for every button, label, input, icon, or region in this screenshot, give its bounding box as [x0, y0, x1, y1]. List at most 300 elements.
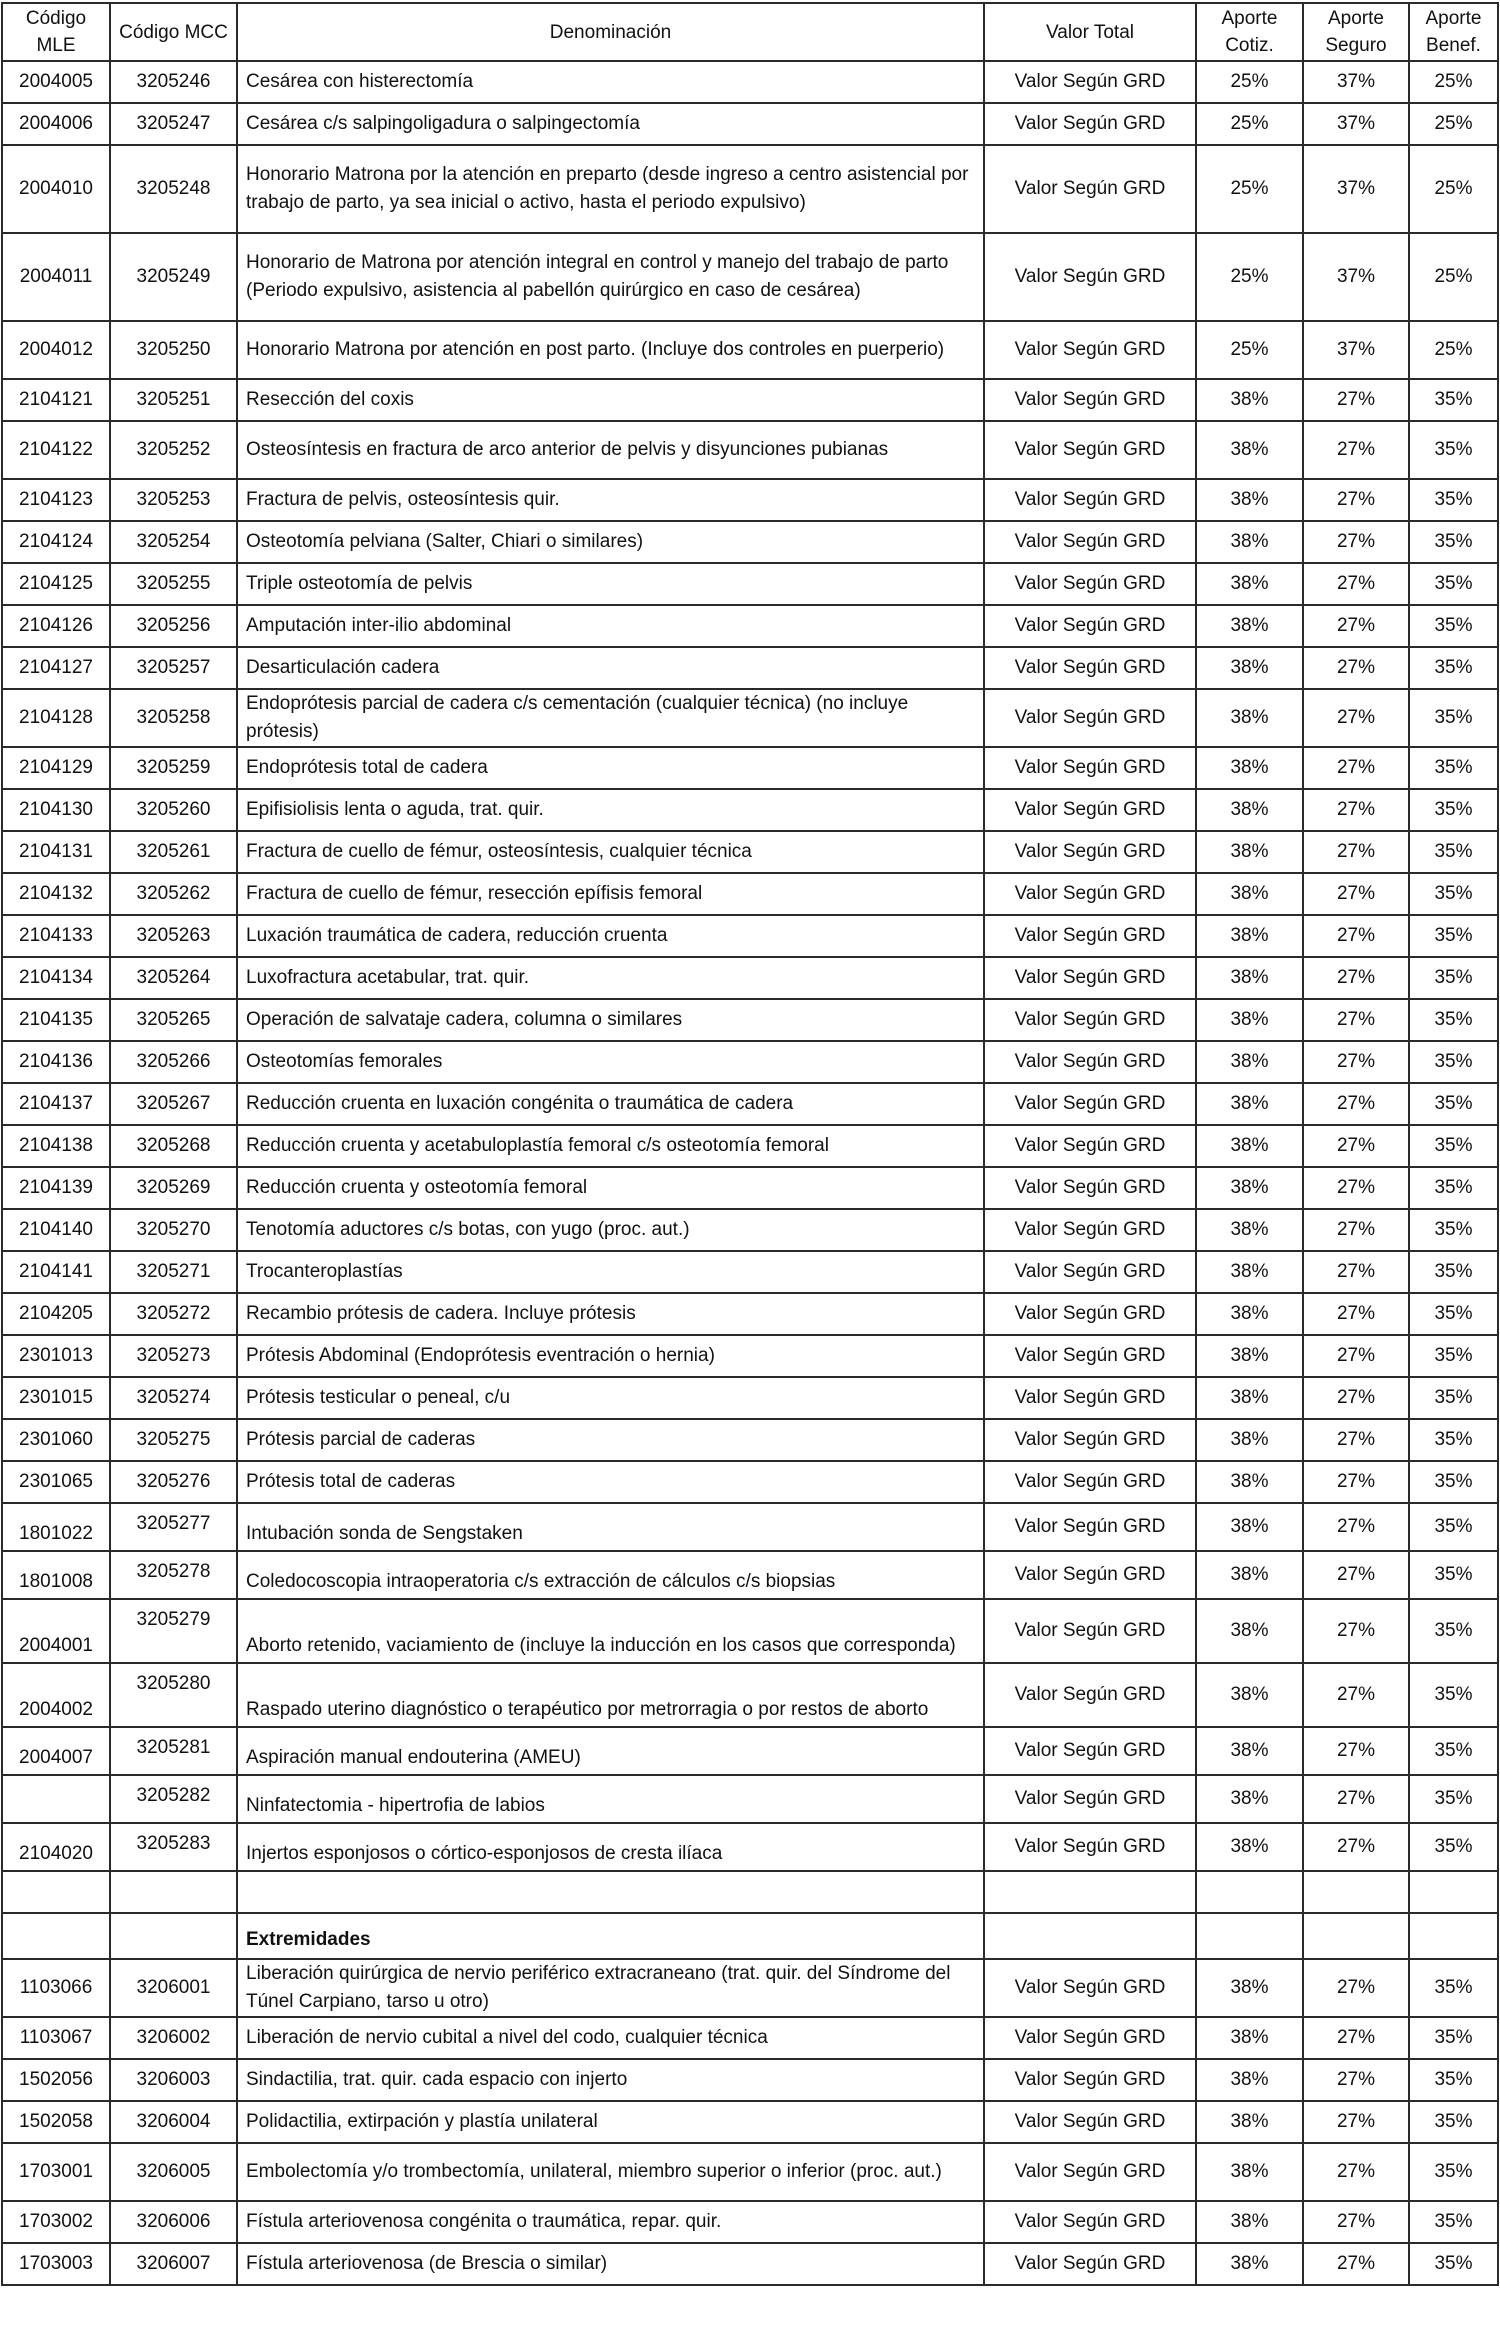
valor-total-cell: Valor Según GRD	[984, 1209, 1196, 1251]
aporte-seguro-cell: 27%	[1303, 2101, 1409, 2143]
denominacion-cell: Aspiración manual endouterina (AMEU)	[237, 1727, 984, 1775]
empty-cell	[1303, 1913, 1409, 1959]
table-row	[2, 145, 1498, 233]
aporte-benef-cell: 35%	[1409, 479, 1498, 521]
aporte-seguro-cell: 27%	[1303, 1377, 1409, 1419]
aporte-benef-cell: 35%	[1409, 1775, 1498, 1823]
aporte-cotiz-cell: 38%	[1196, 563, 1303, 605]
aporte-cotiz-cell: 38%	[1196, 1599, 1303, 1663]
denominacion-cell: Honorario de Matrona por atención integral en control y manejo del trabajo de parto (Periodo expulsivo, asistencia al pabellón quirúrgico en caso de cesárea)	[237, 233, 984, 321]
aporte-cotiz-cell: 38%	[1196, 2243, 1303, 2285]
codigo-mle-cell: 2301015	[2, 1377, 110, 1419]
header-aporte-cotiz: Aporte Cotiz.	[1196, 3, 1303, 61]
codigo-mcc-cell: 3205268	[110, 1125, 237, 1167]
aporte-benef-cell: 35%	[1409, 1335, 1498, 1377]
aporte-benef-cell: 25%	[1409, 145, 1498, 233]
table-row	[2, 2059, 1498, 2101]
valor-total-cell: Valor Según GRD	[984, 563, 1196, 605]
codigo-mcc-cell: 3205271	[110, 1251, 237, 1293]
codigo-mcc-cell: 3205247	[110, 103, 237, 145]
aporte-seguro-cell: 27%	[1303, 2243, 1409, 2285]
aporte-seguro-cell: 27%	[1303, 1125, 1409, 1167]
denominacion-cell: Osteosíntesis en fractura de arco anterior de pelvis y disyunciones pubianas	[237, 421, 984, 479]
codigo-mle-cell: 2104130	[2, 789, 110, 831]
aporte-benef-cell: 35%	[1409, 2243, 1498, 2285]
aporte-cotiz-cell: 38%	[1196, 521, 1303, 563]
codigo-mle-cell: 2104127	[2, 647, 110, 689]
codigo-mcc-cell: 3206004	[110, 2101, 237, 2143]
aporte-benef-cell: 25%	[1409, 233, 1498, 321]
table-row	[2, 1419, 1498, 1461]
codigo-mle-cell: 1502056	[2, 2059, 110, 2101]
codigo-mle-cell: 2301065	[2, 1461, 110, 1503]
aporte-cotiz-cell: 38%	[1196, 2059, 1303, 2101]
table-row	[2, 831, 1498, 873]
table-row	[2, 747, 1498, 789]
aporte-cotiz-cell: 38%	[1196, 421, 1303, 479]
aporte-benef-cell: 35%	[1409, 999, 1498, 1041]
aporte-benef-cell: 35%	[1409, 915, 1498, 957]
aporte-cotiz-cell: 38%	[1196, 2201, 1303, 2243]
table-row	[2, 915, 1498, 957]
aporte-seguro-cell: 27%	[1303, 1775, 1409, 1823]
codigo-mle-cell: 2104135	[2, 999, 110, 1041]
codigo-mcc-cell: 3205266	[110, 1041, 237, 1083]
empty-cell	[984, 1913, 1196, 1959]
table-row	[2, 1377, 1498, 1419]
valor-total-cell: Valor Según GRD	[984, 1125, 1196, 1167]
aporte-cotiz-cell: 38%	[1196, 1167, 1303, 1209]
header-row	[2, 3, 1498, 61]
valor-total-cell: Valor Según GRD	[984, 2143, 1196, 2201]
table-row	[2, 605, 1498, 647]
aporte-seguro-cell: 37%	[1303, 103, 1409, 145]
aporte-cotiz-cell: 25%	[1196, 321, 1303, 379]
codigo-mle-cell: 2104134	[2, 957, 110, 999]
valor-total-cell: Valor Según GRD	[984, 957, 1196, 999]
table-row	[2, 873, 1498, 915]
codigo-mcc-cell: 3205277	[110, 1503, 237, 1551]
codigo-mcc-cell: 3205252	[110, 421, 237, 479]
valor-total-cell: Valor Según GRD	[984, 521, 1196, 563]
denominacion-cell: Ninfatectomia - hipertrofia de labios	[237, 1775, 984, 1823]
codigo-mle-cell: 2104132	[2, 873, 110, 915]
aporte-seguro-cell: 27%	[1303, 789, 1409, 831]
aporte-benef-cell: 35%	[1409, 1461, 1498, 1503]
aporte-seguro-cell: 27%	[1303, 1209, 1409, 1251]
aporte-cotiz-cell: 25%	[1196, 233, 1303, 321]
aporte-benef-cell: 35%	[1409, 747, 1498, 789]
empty-row	[2, 1871, 1498, 1913]
codigo-mcc-cell: 3206002	[110, 2017, 237, 2059]
aporte-cotiz-cell: 38%	[1196, 1377, 1303, 1419]
aporte-seguro-cell: 27%	[1303, 563, 1409, 605]
aporte-cotiz-cell: 38%	[1196, 1083, 1303, 1125]
denominacion-cell: Reducción cruenta y osteotomía femoral	[237, 1167, 984, 1209]
denominacion-cell: Polidactilia, extirpación y plastía unilateral	[237, 2101, 984, 2143]
table-row	[2, 421, 1498, 479]
aporte-cotiz-cell: 38%	[1196, 1041, 1303, 1083]
section-row	[2, 1913, 1498, 1959]
valor-total-cell: Valor Según GRD	[984, 479, 1196, 521]
table-row	[2, 2101, 1498, 2143]
aporte-benef-cell: 35%	[1409, 379, 1498, 421]
aporte-seguro-cell: 27%	[1303, 605, 1409, 647]
codigo-mle-cell: 2104137	[2, 1083, 110, 1125]
aporte-seguro-cell: 27%	[1303, 1503, 1409, 1551]
denominacion-cell: Recambio prótesis de cadera. Incluye prótesis	[237, 1293, 984, 1335]
aporte-benef-cell: 35%	[1409, 647, 1498, 689]
aporte-benef-cell: 25%	[1409, 61, 1498, 103]
empty-cell	[2, 1913, 110, 1959]
denominacion-cell: Fractura de cuello de fémur, osteosíntesis, cualquier técnica	[237, 831, 984, 873]
denominacion-cell: Sindactilia, trat. quir. cada espacio con injerto	[237, 2059, 984, 2101]
valor-total-cell: Valor Según GRD	[984, 689, 1196, 747]
codigo-mle-cell: 1103066	[2, 1959, 110, 2017]
valor-total-cell: Valor Según GRD	[984, 1419, 1196, 1461]
valor-total-cell: Valor Según GRD	[984, 1599, 1196, 1663]
codigo-mcc-cell: 3205269	[110, 1167, 237, 1209]
codigo-mle-cell: 2104129	[2, 747, 110, 789]
codigo-mle-cell: 2104124	[2, 521, 110, 563]
codigo-mcc-cell: 3205282	[110, 1775, 237, 1823]
aporte-cotiz-cell: 38%	[1196, 2017, 1303, 2059]
codigo-mle-cell: 2104020	[2, 1823, 110, 1871]
codigo-mle-cell: 2004005	[2, 61, 110, 103]
codigo-mcc-cell: 3205257	[110, 647, 237, 689]
aporte-benef-cell: 35%	[1409, 1419, 1498, 1461]
table-row	[2, 1083, 1498, 1125]
valor-total-cell: Valor Según GRD	[984, 1551, 1196, 1599]
valor-total-cell: Valor Según GRD	[984, 1167, 1196, 1209]
codigo-mcc-cell: 3205260	[110, 789, 237, 831]
empty-cell	[2, 1871, 110, 1913]
codigo-mcc-cell: 3205255	[110, 563, 237, 605]
header-codigo-mle: Código MLE	[2, 3, 110, 61]
table-row	[2, 1663, 1498, 1727]
denominacion-cell: Reducción cruenta y acetabuloplastía femoral c/s osteotomía femoral	[237, 1125, 984, 1167]
denominacion-cell: Cesárea con histerectomía	[237, 61, 984, 103]
codigo-mcc-cell: 3206005	[110, 2143, 237, 2201]
aporte-cotiz-cell: 38%	[1196, 1727, 1303, 1775]
denominacion-cell: Liberación quirúrgica de nervio periférico extracraneano (trat. quir. del Síndrome del Túnel Carpiano, tarso u otro)	[237, 1959, 984, 2017]
aporte-seguro-cell: 27%	[1303, 421, 1409, 479]
codigo-mcc-cell: 3205279	[110, 1599, 237, 1663]
valor-total-cell: Valor Según GRD	[984, 1083, 1196, 1125]
aporte-cotiz-cell: 38%	[1196, 831, 1303, 873]
codigo-mle-cell	[2, 1775, 110, 1823]
aporte-benef-cell: 35%	[1409, 1727, 1498, 1775]
aporte-cotiz-cell: 38%	[1196, 1775, 1303, 1823]
aporte-seguro-cell: 27%	[1303, 479, 1409, 521]
codigo-mle-cell: 2104141	[2, 1251, 110, 1293]
aporte-seguro-cell: 27%	[1303, 999, 1409, 1041]
valor-total-cell: Valor Según GRD	[984, 1503, 1196, 1551]
table-row	[2, 521, 1498, 563]
valor-total-cell: Valor Según GRD	[984, 1041, 1196, 1083]
aporte-seguro-cell: 27%	[1303, 1823, 1409, 1871]
table-row	[2, 957, 1498, 999]
aporte-seguro-cell: 27%	[1303, 2059, 1409, 2101]
valor-total-cell: Valor Según GRD	[984, 321, 1196, 379]
valor-total-cell: Valor Según GRD	[984, 1959, 1196, 2017]
valor-total-cell: Valor Según GRD	[984, 233, 1196, 321]
denominacion-cell: Honorario Matrona por la atención en preparto (desde ingreso a centro asistencial por trabajo de parto, ya sea inicial o activo, hasta el periodo expulsivo)	[237, 145, 984, 233]
valor-total-cell: Valor Según GRD	[984, 789, 1196, 831]
codigo-mle-cell: 2004001	[2, 1599, 110, 1663]
codigo-mcc-cell: 3205262	[110, 873, 237, 915]
denominacion-cell: Endoprótesis parcial de cadera c/s cementación (cualquier técnica) (no incluye prótesis)	[237, 689, 984, 747]
valor-total-cell: Valor Según GRD	[984, 1461, 1196, 1503]
codigo-mle-cell: 1502058	[2, 2101, 110, 2143]
codigo-mcc-cell: 3205258	[110, 689, 237, 747]
aporte-seguro-cell: 27%	[1303, 957, 1409, 999]
aporte-cotiz-cell: 38%	[1196, 1209, 1303, 1251]
denominacion-cell: Osteotomías femorales	[237, 1041, 984, 1083]
aporte-cotiz-cell: 25%	[1196, 145, 1303, 233]
valor-total-cell: Valor Según GRD	[984, 831, 1196, 873]
aporte-cotiz-cell: 38%	[1196, 1293, 1303, 1335]
aporte-cotiz-cell: 38%	[1196, 1419, 1303, 1461]
codigo-mle-cell: 1801022	[2, 1503, 110, 1551]
table-row	[2, 1775, 1498, 1823]
aporte-cotiz-cell: 38%	[1196, 789, 1303, 831]
codigo-mcc-cell: 3205281	[110, 1727, 237, 1775]
codigo-mle-cell: 2104128	[2, 689, 110, 747]
codigo-mle-cell: 2104131	[2, 831, 110, 873]
table-row	[2, 479, 1498, 521]
aporte-seguro-cell: 37%	[1303, 61, 1409, 103]
header-aporte-benef: Aporte Benef.	[1409, 3, 1498, 61]
denominacion-cell: Fístula arteriovenosa (de Brescia o similar)	[237, 2243, 984, 2285]
table-row	[2, 1293, 1498, 1335]
aporte-benef-cell: 35%	[1409, 831, 1498, 873]
codigo-mcc-cell: 3205249	[110, 233, 237, 321]
aporte-seguro-cell: 27%	[1303, 647, 1409, 689]
header-codigo-mcc: Código MCC	[110, 3, 237, 61]
denominacion-cell: Amputación inter-ilio abdominal	[237, 605, 984, 647]
denominacion-cell: Embolectomía y/o trombectomía, unilateral, miembro superior o inferior (proc. aut.)	[237, 2143, 984, 2201]
valor-total-cell: Valor Según GRD	[984, 1663, 1196, 1727]
aporte-seguro-cell: 27%	[1303, 1959, 1409, 2017]
denominacion-cell: Prótesis parcial de caderas	[237, 1419, 984, 1461]
aporte-seguro-cell: 27%	[1303, 2143, 1409, 2201]
denominacion-cell: Injertos esponjosos o córtico-esponjosos de cresta ilíaca	[237, 1823, 984, 1871]
codigo-mcc-cell: 3206003	[110, 2059, 237, 2101]
aporte-cotiz-cell: 38%	[1196, 957, 1303, 999]
empty-cell	[1409, 1871, 1498, 1913]
denominacion-cell: Intubación sonda de Sengstaken	[237, 1503, 984, 1551]
codigo-mcc-cell: 3206007	[110, 2243, 237, 2285]
aporte-cotiz-cell: 38%	[1196, 379, 1303, 421]
table-row	[2, 689, 1498, 747]
empty-cell	[1196, 1871, 1303, 1913]
aporte-cotiz-cell: 38%	[1196, 1551, 1303, 1599]
codigo-mcc-cell: 3205251	[110, 379, 237, 421]
empty-cell	[110, 1913, 237, 1959]
codigo-mcc-cell: 3205267	[110, 1083, 237, 1125]
codigo-mcc-cell: 3205278	[110, 1551, 237, 1599]
aporte-benef-cell: 35%	[1409, 2101, 1498, 2143]
denominacion-cell: Prótesis total de caderas	[237, 1461, 984, 1503]
empty-cell	[237, 1871, 984, 1913]
table-row	[2, 2201, 1498, 2243]
valor-total-cell: Valor Según GRD	[984, 1823, 1196, 1871]
aporte-cotiz-cell: 25%	[1196, 103, 1303, 145]
codigo-mle-cell: 2104125	[2, 563, 110, 605]
aporte-benef-cell: 35%	[1409, 1083, 1498, 1125]
codigo-mle-cell: 2004012	[2, 321, 110, 379]
aporte-seguro-cell: 27%	[1303, 1251, 1409, 1293]
codigo-mle-cell: 2104138	[2, 1125, 110, 1167]
aporte-benef-cell: 35%	[1409, 2059, 1498, 2101]
valor-total-cell: Valor Según GRD	[984, 145, 1196, 233]
denominacion-cell: Prótesis testicular o peneal, c/u	[237, 1377, 984, 1419]
codigo-mle-cell: 1703001	[2, 2143, 110, 2201]
valor-total-cell: Valor Según GRD	[984, 1335, 1196, 1377]
aporte-benef-cell: 35%	[1409, 1551, 1498, 1599]
codigo-mcc-cell: 3205248	[110, 145, 237, 233]
table-row	[2, 1599, 1498, 1663]
table-row	[2, 103, 1498, 145]
aporte-benef-cell: 35%	[1409, 957, 1498, 999]
aporte-seguro-cell: 27%	[1303, 689, 1409, 747]
aporte-seguro-cell: 27%	[1303, 1419, 1409, 1461]
aporte-benef-cell: 35%	[1409, 689, 1498, 747]
denominacion-cell: Raspado uterino diagnóstico o terapéutico por metrorragia o por restos de aborto	[237, 1663, 984, 1727]
aporte-cotiz-cell: 38%	[1196, 1251, 1303, 1293]
codigo-mcc-cell: 3205246	[110, 61, 237, 103]
table-row	[2, 1041, 1498, 1083]
codigo-mcc-cell: 3205253	[110, 479, 237, 521]
valor-total-cell: Valor Según GRD	[984, 647, 1196, 689]
aporte-cotiz-cell: 38%	[1196, 1959, 1303, 2017]
table-row	[2, 233, 1498, 321]
codigo-mcc-cell: 3205276	[110, 1461, 237, 1503]
codigo-mcc-cell: 3205259	[110, 747, 237, 789]
empty-cell	[1303, 1871, 1409, 1913]
table-row	[2, 647, 1498, 689]
table-row	[2, 1209, 1498, 1251]
valor-total-cell: Valor Según GRD	[984, 2017, 1196, 2059]
aporte-cotiz-cell: 25%	[1196, 61, 1303, 103]
table-row	[2, 1823, 1498, 1871]
empty-cell	[110, 1871, 237, 1913]
aporte-benef-cell: 35%	[1409, 1663, 1498, 1727]
denominacion-cell: Liberación de nervio cubital a nivel del codo, cualquier técnica	[237, 2017, 984, 2059]
aporte-seguro-cell: 27%	[1303, 1551, 1409, 1599]
table-row	[2, 1727, 1498, 1775]
codigo-mcc-cell: 3205283	[110, 1823, 237, 1871]
aporte-seguro-cell: 27%	[1303, 747, 1409, 789]
aporte-benef-cell: 35%	[1409, 1377, 1498, 1419]
table-row	[2, 61, 1498, 103]
aporte-seguro-cell: 27%	[1303, 1663, 1409, 1727]
aporte-cotiz-cell: 38%	[1196, 1823, 1303, 1871]
aporte-cotiz-cell: 38%	[1196, 1125, 1303, 1167]
aporte-benef-cell: 35%	[1409, 789, 1498, 831]
codigo-mcc-cell: 3205254	[110, 521, 237, 563]
denominacion-cell: Prótesis Abdominal (Endoprótesis eventración o hernia)	[237, 1335, 984, 1377]
denominacion-cell: Cesárea c/s salpingoligadura o salpingectomía	[237, 103, 984, 145]
aporte-seguro-cell: 27%	[1303, 1599, 1409, 1663]
codigo-mle-cell: 1703003	[2, 2243, 110, 2285]
codigo-mle-cell: 2104122	[2, 421, 110, 479]
valor-total-cell: Valor Según GRD	[984, 915, 1196, 957]
codigo-mle-cell: 1703002	[2, 2201, 110, 2243]
denominacion-cell: Fractura de pelvis, osteosíntesis quir.	[237, 479, 984, 521]
aporte-cotiz-cell: 38%	[1196, 2143, 1303, 2201]
codigo-mle-cell: 2104205	[2, 1293, 110, 1335]
table-row	[2, 2017, 1498, 2059]
codigo-mcc-cell: 3205261	[110, 831, 237, 873]
empty-cell	[984, 1871, 1196, 1913]
aporte-cotiz-cell: 38%	[1196, 873, 1303, 915]
codigo-mcc-cell: 3205275	[110, 1419, 237, 1461]
aporte-seguro-cell: 27%	[1303, 1293, 1409, 1335]
denominacion-cell: Epifisiolisis lenta o aguda, trat. quir.	[237, 789, 984, 831]
codigo-mle-cell: 2004006	[2, 103, 110, 145]
denominacion-cell: Triple osteotomía de pelvis	[237, 563, 984, 605]
codigo-mcc-cell: 3205256	[110, 605, 237, 647]
valor-total-cell: Valor Según GRD	[984, 605, 1196, 647]
aporte-benef-cell: 25%	[1409, 321, 1498, 379]
valor-total-cell: Valor Según GRD	[984, 999, 1196, 1041]
aporte-benef-cell: 35%	[1409, 605, 1498, 647]
valor-total-cell: Valor Según GRD	[984, 103, 1196, 145]
table-row	[2, 2143, 1498, 2201]
aporte-cotiz-cell: 38%	[1196, 999, 1303, 1041]
table-row	[2, 1335, 1498, 1377]
valor-total-cell: Valor Según GRD	[984, 2059, 1196, 2101]
aporte-benef-cell: 35%	[1409, 521, 1498, 563]
aporte-benef-cell: 35%	[1409, 2143, 1498, 2201]
aporte-benef-cell: 35%	[1409, 1041, 1498, 1083]
header-aporte-seguro: Aporte Seguro	[1303, 3, 1409, 61]
codigo-mcc-cell: 3205274	[110, 1377, 237, 1419]
aporte-seguro-cell: 27%	[1303, 1727, 1409, 1775]
aporte-benef-cell: 35%	[1409, 1209, 1498, 1251]
codigo-mle-cell: 2104136	[2, 1041, 110, 1083]
aporte-benef-cell: 35%	[1409, 1823, 1498, 1871]
codigo-mle-cell: 2104133	[2, 915, 110, 957]
aporte-benef-cell: 35%	[1409, 1167, 1498, 1209]
aporte-cotiz-cell: 38%	[1196, 1503, 1303, 1551]
aporte-benef-cell: 35%	[1409, 1503, 1498, 1551]
empty-cell	[1409, 1913, 1498, 1959]
codigo-mle-cell: 2104121	[2, 379, 110, 421]
aporte-cotiz-cell: 38%	[1196, 689, 1303, 747]
aporte-benef-cell: 35%	[1409, 1293, 1498, 1335]
aporte-seguro-cell: 27%	[1303, 1041, 1409, 1083]
denominacion-cell: Trocanteroplastías	[237, 1251, 984, 1293]
codigo-mcc-cell: 3205265	[110, 999, 237, 1041]
valor-total-cell: Valor Según GRD	[984, 61, 1196, 103]
codigo-mcc-cell: 3206006	[110, 2201, 237, 2243]
header-denominacion: Denominación	[237, 3, 984, 61]
aporte-benef-cell: 35%	[1409, 1959, 1498, 2017]
codigo-mcc-cell: 3205264	[110, 957, 237, 999]
table-row	[2, 321, 1498, 379]
denominacion-cell: Luxación traumática de cadera, reducción cruenta	[237, 915, 984, 957]
valor-total-cell: Valor Según GRD	[984, 379, 1196, 421]
valor-total-cell: Valor Según GRD	[984, 747, 1196, 789]
codigo-mle-cell: 2301060	[2, 1419, 110, 1461]
aporte-benef-cell: 35%	[1409, 873, 1498, 915]
valor-total-cell: Valor Según GRD	[984, 2201, 1196, 2243]
aporte-cotiz-cell: 38%	[1196, 647, 1303, 689]
valor-total-cell: Valor Según GRD	[984, 2101, 1196, 2143]
